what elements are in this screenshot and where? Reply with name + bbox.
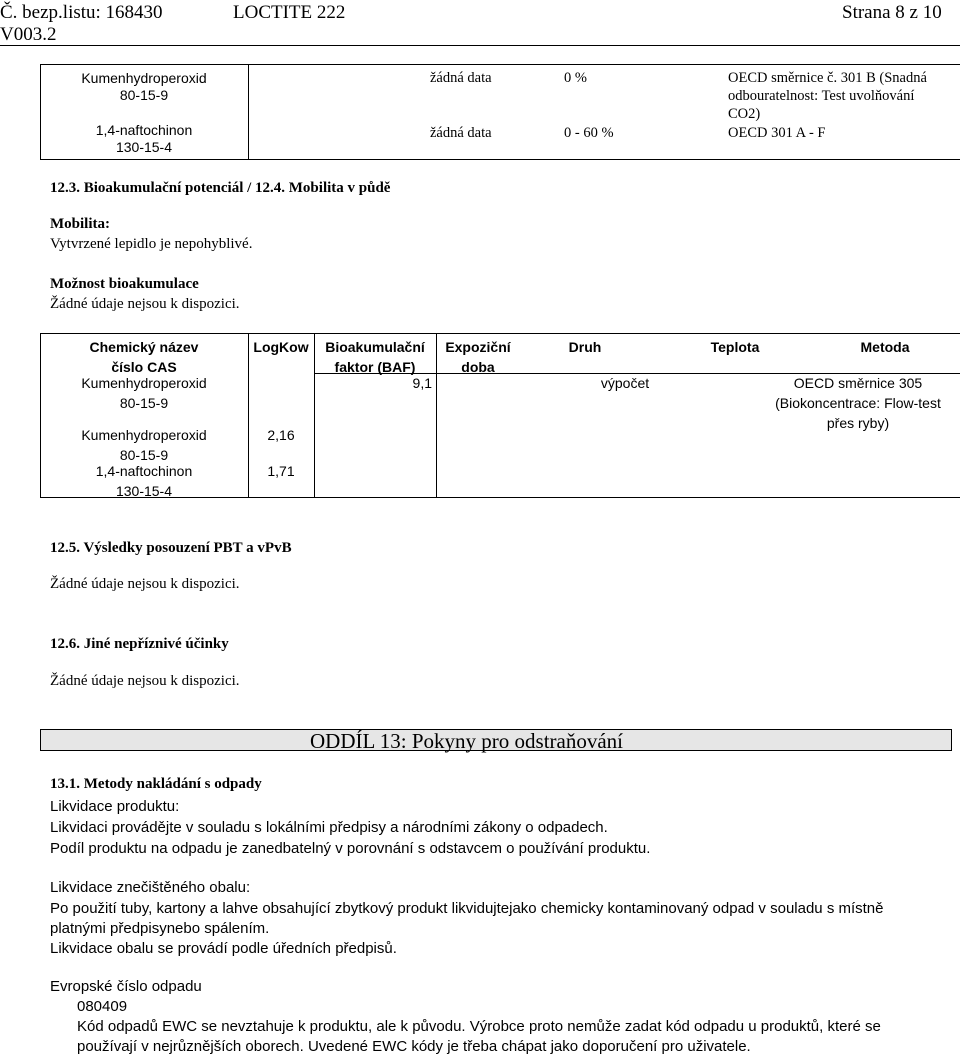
table-cell-baf: 9,1 bbox=[412, 375, 432, 391]
table-cell-method: OECD směrnice 305 (Biokoncentrace: Flow-test přes ryby) bbox=[775, 375, 941, 431]
bioaccumulation-label: Možnost bioakumulace bbox=[50, 276, 199, 292]
package-disposal-text: platnými předpisynebo spálením. bbox=[50, 920, 270, 937]
degradation-table bbox=[40, 64, 960, 160]
pbt-text: Žádné údaje nejsou k dispozici. bbox=[50, 576, 240, 592]
table-cell-method: OECD směrnice č. 301 B (Snadná odbouratelnost: Test uvolňování CO2) bbox=[728, 70, 927, 122]
table-cell-substance: 1,4-naftochinon 130-15-4 bbox=[95, 122, 193, 155]
table-cell-result: žádná data bbox=[430, 125, 492, 141]
package-disposal-label: Likvidace znečištěného obalu: bbox=[50, 879, 251, 896]
package-disposal-text: Po použití tuby, kartony a lahve obsahující zbytkový produkt likvidujtejako chemicky kontaminovaný odpad v souladu s místně bbox=[50, 900, 884, 917]
table-cell-chemical: Kumenhydroperoxid 80-15-9 bbox=[81, 427, 207, 463]
product-disposal-text: Podíl produktu na odpadu je zanedbatelný v porovnání s odstavcem o používání produktu. bbox=[50, 840, 651, 857]
table-cell-value: 0 - 60 % bbox=[564, 125, 614, 141]
product-name: LOCTITE 222 bbox=[233, 2, 346, 23]
bioaccumulation-table bbox=[40, 333, 960, 498]
header-baf: Bioakumulační faktor (BAF) bbox=[325, 339, 425, 375]
section-13-title: ODDÍL 13: Pokyny pro odstraňování bbox=[310, 729, 624, 753]
ewc-text: Kód odpadů EWC se nevztahuje k produktu, ale k původu. Výrobce proto nemůže zadat kód odpadu u produktů, které se bbox=[77, 1018, 881, 1035]
mobility-label: Mobilita: bbox=[50, 216, 110, 232]
header-rule bbox=[0, 45, 960, 46]
header-temperature: Teplota bbox=[710, 339, 760, 355]
page-number: Strana 8 z 10 bbox=[842, 2, 942, 23]
section-heading-12-5: 12.5. Výsledky posouzení PBT a vPvB bbox=[50, 540, 292, 556]
sheet-number: Č. bezp.listu: 168430 bbox=[0, 2, 163, 23]
section-heading-12-3: 12.3. Bioakumulační potenciál / 12.4. Mobilita v půdě bbox=[50, 180, 391, 196]
bioaccumulation-text: Žádné údaje nejsou k dispozici. bbox=[50, 296, 240, 312]
header-logkow: LogKow bbox=[253, 339, 309, 355]
header-chemical-name: Chemický název číslo CAS bbox=[89, 339, 199, 375]
table-cell-substance: Kumenhydroperoxid 80-15-9 bbox=[81, 70, 207, 103]
table-cell-result: žádná data bbox=[430, 70, 492, 86]
ewc-code: 080409 bbox=[77, 998, 128, 1015]
section-heading-13-1: 13.1. Metody nakládání s odpady bbox=[50, 776, 262, 792]
table-cell-type: výpočet bbox=[600, 375, 650, 391]
table-cell-logkow: 1,71 bbox=[267, 463, 295, 479]
version: V003.2 bbox=[0, 24, 57, 45]
header-method: Metoda bbox=[860, 339, 910, 355]
header-type: Druh bbox=[568, 339, 602, 355]
table-cell-method: OECD 301 A - F bbox=[728, 125, 826, 141]
column-divider bbox=[248, 64, 249, 160]
product-disposal-text: Likvidaci provádějte v souladu s lokálními předpisy a národními zákony o odpadech. bbox=[50, 819, 608, 836]
mobility-text: Vytvrzené lepidlo je nepohyblivé. bbox=[50, 236, 253, 252]
product-disposal-label: Likvidace produktu: bbox=[50, 798, 180, 815]
other-effects-text: Žádné údaje nejsou k dispozici. bbox=[50, 673, 240, 689]
header-exposure: Expoziční doba bbox=[445, 339, 511, 375]
table-cell-chemical: 1,4-naftochinon 130-15-4 bbox=[95, 463, 193, 499]
ewc-label: Evropské číslo odpadu bbox=[50, 978, 202, 995]
table-cell-chemical: Kumenhydroperoxid 80-15-9 bbox=[81, 375, 207, 411]
table-cell-value: 0 % bbox=[564, 70, 587, 86]
section-heading-12-6: 12.6. Jiné nepříznivé účinky bbox=[50, 636, 229, 652]
package-disposal-text: Likvidace obalu se provádí podle úředních předpisů. bbox=[50, 940, 397, 957]
table-cell-logkow: 2,16 bbox=[267, 427, 295, 443]
ewc-text: používají v nejrůznějších oborech. Uvedené EWC kódy je třeba chápat jako doporučení pro uživatele. bbox=[77, 1038, 751, 1055]
